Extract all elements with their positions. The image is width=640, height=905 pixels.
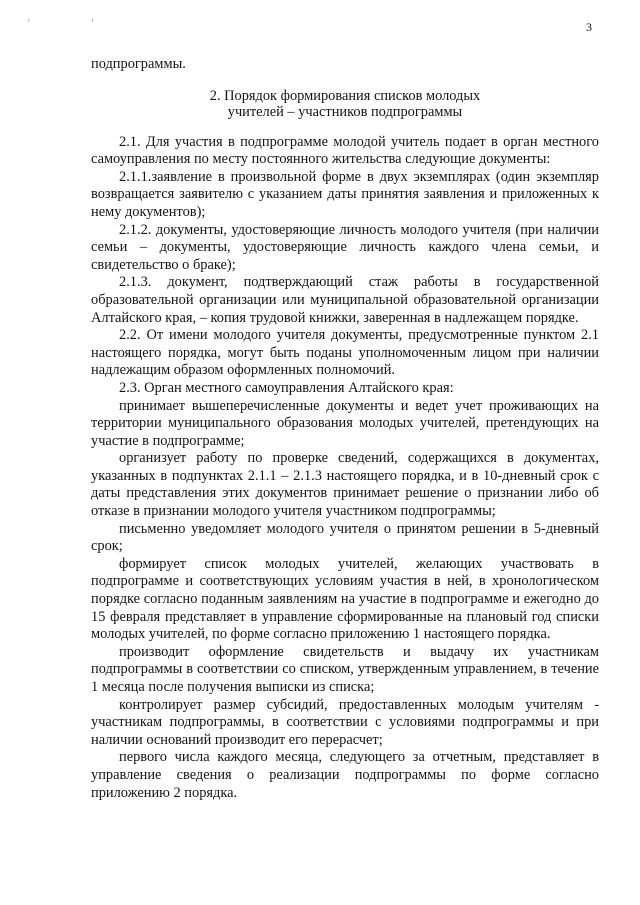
- duty-notifies: письменно уведомляет молодого учителя о принятом решении в 5-дневный срок;: [91, 520, 599, 555]
- paragraph-2-1-3: 2.1.3. документ, подтверждающий стаж работы в государственной образовательной организации или муниципальной образовательной организации Алтайского края, – копия трудовой книжки, заверенная в надлежащем порядке.: [91, 274, 599, 326]
- duty-organizes-verification: организует работу по проверке сведений, содержащихся в документах, указанных в подпунктах 2.1.1 – 2.1.3 настоящего порядка, и в 10-дневный срок с даты представления этих документов принимает решение о признании либо об отказе в признании молодого учителя участником подпрограммы;: [91, 450, 599, 520]
- document-body: [91, 56, 599, 802]
- duty-controls-subsidies: контролирует размер субсидий, предоставленных молодым учителям - участникам подпрограммы, в соответствии с условиями подпрограммы и при наличии оснований производит его перерасчет;: [91, 696, 599, 748]
- duty-issues-certificates: производит оформление свидетельств и выдачу их участникам подпрограммы в соответствии со списком, утвержденным управлением, в течение 1 месяца после получения выписки из списка;: [91, 643, 599, 695]
- duty-forms-list: формирует список молодых учителей, желающих участвовать в подпрограмме и соответствующих условиям участия в ней, в хронологическом порядке согласно поданным заявлениям на участие в подпрограмме и ежегодно до 15 февраля представляет в управление сформированные на плановый год списки молодых учителей, по форме согласно приложению 1 настоящего порядка.: [91, 555, 599, 643]
- duty-accepts-documents: принимает вышеперечисленные документы и ведет учет проживающих на территории муниципального образования молодых учителей, претендующих на участие в подпрограмме;: [91, 397, 599, 449]
- section-heading: [91, 88, 599, 120]
- paragraph-2-1: 2.1. Для участия в подпрограмме молодой учитель подает в орган местного самоуправления по месту постоянного жительства следующие документы:: [91, 133, 599, 168]
- paragraph-2-1-1: 2.1.1.заявление в произвольной форме в двух экземплярах (один экземпляр возвращается заявителю с указанием даты принятия заявления и приложенных к нему документов);: [91, 168, 599, 220]
- paragraph-2-2: 2.2. От имени молодого учителя документы, предусмотренные пунктом 2.1 настоящего порядка, могут быть поданы уполномоченным лицом при наличии надлежащим образом оформленных полномочий.: [91, 327, 599, 379]
- section-heading-line-2: учителей – участников подпрограммы: [227, 103, 463, 120]
- continuation-text: подпрограммы.: [91, 56, 186, 72]
- section-heading-line-1: 2. Порядок формирования списков молодых: [209, 87, 481, 104]
- scan-specks: ' ': [28, 18, 124, 28]
- paragraph-2-3: 2.3. Орган местного самоуправления Алтайского края:: [119, 379, 454, 396]
- paragraph-2-1-2: 2.1.2. документы, удостоверяющие личность молодого учителя (при наличии семьи – документы, удостоверяющие личность каждого члена семьи, и свидетельство о браке);: [91, 221, 599, 273]
- page-number: 3: [586, 20, 592, 34]
- duty-monthly-report: первого числа каждого месяца, следующего за отчетным, представляет в управление сведения о реализации подпрограммы по форме согласно приложению 2 порядка.: [91, 749, 599, 801]
